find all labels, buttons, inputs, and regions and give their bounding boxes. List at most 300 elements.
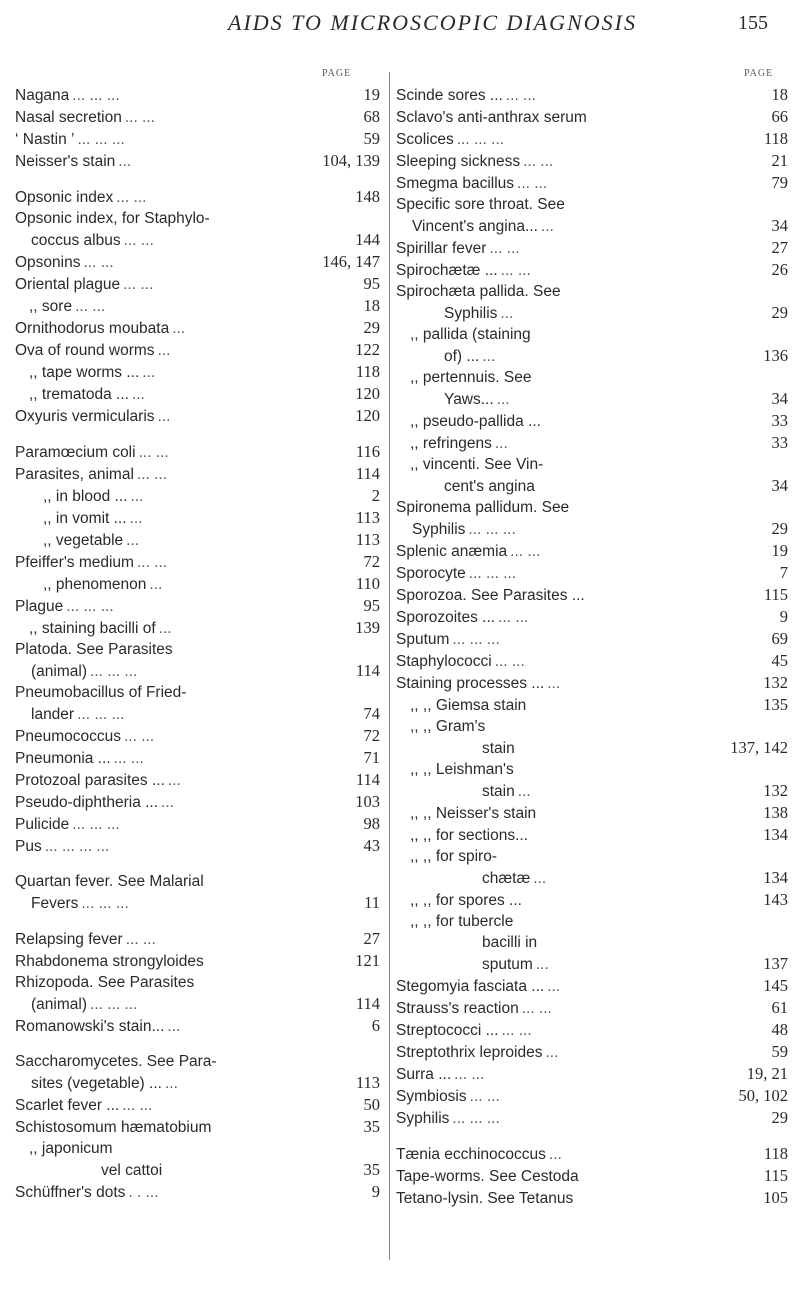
index-leader-dots: ... ... (501, 1022, 532, 1039)
index-entry (15, 1138, 380, 1159)
index-page-ref: 43 (363, 836, 380, 855)
index-entry (15, 186, 380, 208)
index-entry (396, 628, 788, 650)
index-leader-dots: ... (482, 348, 496, 365)
index-leader-dots: ... (161, 794, 174, 811)
index-leader-dots: ... ... (498, 609, 529, 626)
index-term: ,, ,, for tubercle (410, 913, 514, 930)
index-page-ref: 118 (355, 362, 380, 381)
index-page-ref: 19 (771, 541, 788, 560)
index-page-ref: 34 (771, 216, 788, 235)
index-leader-dots: ... ... ... (81, 895, 129, 912)
index-entry (15, 106, 380, 128)
index-entry (15, 1181, 380, 1203)
index-leader-dots: ... ... ... (456, 131, 505, 148)
index-entry (396, 716, 788, 737)
index-entry (396, 172, 788, 194)
index-entry (15, 725, 380, 747)
index-entry (396, 367, 788, 388)
index-leader-dots: ... (130, 488, 144, 505)
index-entry (396, 324, 788, 345)
index-term: ,, ,, Gram's (410, 718, 486, 735)
index-leader-dots: ... (517, 783, 531, 800)
index-entry (15, 208, 380, 229)
index-entry (15, 950, 380, 972)
index-term: Stegomyia fasciata ... (396, 978, 545, 995)
index-entry (396, 215, 788, 237)
index-term: Relapsing fever (15, 931, 123, 948)
right-page-column-label: PAGE (744, 68, 774, 79)
index-leader-dots: ... ... (500, 262, 531, 279)
index-page-ref: 103 (355, 792, 380, 811)
index-page-ref: 148 (355, 187, 380, 206)
index-term: ,, vegetable (43, 532, 124, 549)
index-entry (15, 573, 380, 595)
index-entry (396, 410, 788, 432)
index-entry (396, 1165, 788, 1187)
index-leader-dots: ... ... ... (72, 87, 120, 104)
index-entry (396, 345, 788, 367)
index-page-ref: 113 (355, 508, 380, 527)
index-term: ,, in vomit ... (43, 510, 127, 527)
index-entry (396, 911, 788, 932)
index-term: Strauss's reaction (396, 1000, 519, 1017)
index-entry (15, 1116, 380, 1138)
index-leader-dots: ... (540, 218, 554, 235)
index-page-ref: 79 (771, 173, 788, 192)
index-term: ,, pertennuis. See (410, 369, 532, 386)
index-term: chætæ (482, 870, 531, 887)
index-term: Schüffner's dots (15, 1184, 126, 1201)
index-page-ref: 9 (779, 607, 788, 626)
index-entry (396, 475, 788, 497)
index-page-ref: 71 (363, 748, 380, 767)
index-page-ref: 139 (355, 618, 380, 637)
index-term: coccus albus (31, 232, 121, 249)
index-leader-dots: ... ... ... (468, 521, 516, 538)
index-entry (15, 405, 380, 427)
index-leader-dots: ... ... ... ... (44, 838, 110, 855)
index-term: ,, sore (29, 298, 73, 315)
index-page-ref: 132 (763, 781, 788, 800)
index-entry (15, 972, 380, 993)
index-term: ,, tape worms ... (29, 364, 140, 381)
index-entry (396, 672, 788, 694)
index-entry (15, 747, 380, 769)
index-leader-dots: ... ... (136, 466, 168, 483)
index-page-ref: 29 (771, 1108, 788, 1127)
index-leader-dots: ... ... ... (468, 565, 517, 582)
index-entry (396, 497, 788, 518)
index-term: Staining processes ... (396, 675, 545, 692)
index-leader-dots: ... ... ... (89, 996, 138, 1013)
index-entry (396, 584, 788, 606)
index-term: ,, staining bacilli of (29, 620, 156, 637)
index-column-right (396, 84, 788, 1209)
index-entry (15, 463, 380, 485)
index-term: ,, ,, for spores ... (410, 892, 522, 909)
index-entry (15, 251, 380, 273)
index-term: Scarlet fever ... (15, 1097, 120, 1114)
index-entry (15, 595, 380, 617)
index-term: Staphylococci (396, 653, 492, 670)
index-entry (15, 892, 380, 914)
left-page-column-label: PAGE (322, 68, 352, 79)
index-term: Rhabdonema strongyloides (15, 953, 204, 970)
index-term: Schistosomum hæmatobium (15, 1119, 212, 1136)
index-term: Parasites, animal (15, 466, 134, 483)
index-page-ref: 144 (355, 230, 380, 249)
index-page-ref: 135 (763, 695, 788, 714)
index-page-ref: 115 (763, 1166, 788, 1185)
index-leader-dots: ... ... (123, 232, 154, 249)
index-term: ,, ,, for spiro- (410, 848, 497, 865)
index-page-ref: 29 (771, 519, 788, 538)
index-entry (15, 485, 380, 507)
index-term: Pneumonia ... (15, 750, 111, 767)
index-page-ref: 19 (363, 85, 380, 104)
index-page-ref: 114 (355, 464, 380, 483)
index-term: Smegma bacillus (396, 175, 515, 192)
index-entry (396, 302, 788, 324)
index-term: Rhizopoda. See Parasites (15, 974, 195, 991)
index-term: Paramœcium coli (15, 444, 136, 461)
index-entry (15, 295, 380, 317)
index-page-ref: 29 (771, 303, 788, 322)
index-leader-dots: ... (149, 576, 163, 593)
index-term: lander (31, 706, 75, 723)
index-term: sputum (482, 956, 533, 973)
index-page-ref: 33 (771, 411, 788, 430)
index-entry (15, 703, 380, 725)
index-term: Sporozoa. See Parasites ... (396, 587, 585, 604)
index-term: of) ... (444, 348, 480, 365)
index-entry (15, 813, 380, 835)
index-entry (396, 759, 788, 780)
index-entry (15, 1159, 380, 1181)
index-entry (396, 150, 788, 172)
index-leader-dots: ... (172, 320, 186, 337)
index-page-ref: 134 (763, 825, 788, 844)
index-entry (15, 617, 380, 639)
index-leader-dots: ... ... (83, 254, 114, 271)
index-term: (animal) (31, 996, 87, 1013)
index-entry (15, 928, 380, 950)
index-page-ref: 18 (363, 296, 380, 315)
index-term: Opsonic index, for Staphylo- (15, 210, 210, 227)
index-entry (15, 993, 380, 1015)
index-term: ,, ,, Neisser's stain (410, 805, 537, 822)
index-leader-dots: ... (126, 532, 140, 549)
index-page-ref: 27 (771, 238, 788, 257)
index-leader-dots: ... ... (113, 750, 144, 767)
index-term: cent's angina (444, 478, 535, 495)
index-leader-dots: ... ... (125, 931, 156, 948)
index-entry (396, 606, 788, 628)
index-leader-dots: ... ... ... (89, 663, 138, 680)
page-header (0, 10, 800, 40)
index-term: Spirillar fever (396, 240, 487, 257)
index-leader-dots: ... (167, 772, 181, 789)
index-page-ref: 33 (771, 433, 788, 452)
index-page-ref: 27 (363, 929, 380, 948)
index-leader-dots: ... (164, 1075, 178, 1092)
index-leader-dots: ... (129, 510, 143, 527)
index-entry (396, 737, 788, 759)
index-term: stain (482, 783, 515, 800)
index-page-ref: 118 (763, 1144, 788, 1163)
index-term: Sporocyte (396, 565, 466, 582)
index-entry (15, 1051, 380, 1072)
index-entry (396, 128, 788, 150)
index-term: Symbiosis (396, 1088, 467, 1105)
index-page-ref: 113 (355, 530, 380, 549)
index-page-ref: 35 (363, 1160, 380, 1179)
index-term: Pfeiffer's medium (15, 554, 134, 571)
index-page-ref: 7 (779, 563, 788, 582)
index-leader-dots: ... ... (124, 109, 155, 126)
index-leader-dots: ... ... (136, 554, 168, 571)
index-leader-dots: ... ... ... (452, 631, 500, 648)
index-entry (396, 432, 788, 454)
index-entry (15, 639, 380, 660)
index-page-ref: 114 (355, 770, 380, 789)
index-page-ref: 18 (771, 85, 788, 104)
index-entry (396, 1063, 788, 1085)
index-leader-dots: ... ... ... (72, 816, 120, 833)
index-term: ,, pseudo-pallida ... (410, 413, 541, 430)
index-leader-dots: ... ... (489, 240, 520, 257)
index-term: Plague (15, 598, 64, 615)
index-term: Spironema pallidum. See (396, 499, 570, 516)
index-leader-dots: ... ... (510, 543, 541, 560)
index-page-ref: 34 (771, 389, 788, 408)
index-page-ref: 29 (363, 318, 380, 337)
index-term: Spirochætæ ... (396, 262, 498, 279)
index-column-left (15, 84, 380, 1203)
index-entry (15, 383, 380, 405)
index-term: Oriental plague (15, 276, 121, 293)
index-entry (15, 128, 380, 150)
index-entry (396, 540, 788, 562)
index-page-ref: 59 (771, 1042, 788, 1061)
index-term: Sporozoites ... (396, 609, 496, 626)
index-entry (15, 529, 380, 551)
index-term: Opsonins (15, 254, 81, 271)
index-entry (396, 106, 788, 128)
index-entry (396, 932, 788, 953)
index-term: Sclavo's anti-anthrax serum (396, 109, 587, 126)
index-entry (396, 694, 788, 716)
index-entry (15, 273, 380, 295)
index-entry (15, 871, 380, 892)
index-term: ,, japonicum (29, 1140, 113, 1157)
index-page-ref: 121 (355, 951, 380, 970)
index-entry (396, 824, 788, 846)
index-entry (15, 1072, 380, 1094)
index-term: Nasal secretion (15, 109, 122, 126)
index-leader-dots: ... (500, 305, 514, 322)
column-divider (389, 72, 390, 1260)
index-entry (396, 1085, 788, 1107)
index-entry (15, 682, 380, 703)
index-entry (396, 650, 788, 672)
index-term: ,, ,, for sections... (410, 827, 529, 844)
index-entry (396, 518, 788, 540)
index-term: Spirochæta pallida. See (396, 283, 561, 300)
index-entry (396, 997, 788, 1019)
index-leader-dots: ... (118, 153, 132, 170)
index-leader-dots: ... (157, 408, 171, 425)
index-entry (396, 867, 788, 889)
index-page-ref: 134 (763, 868, 788, 887)
index-page-ref: 146, 147 (322, 252, 380, 271)
index-page-ref: 132 (763, 673, 788, 692)
index-page-ref: 72 (363, 726, 380, 745)
index-entry (396, 84, 788, 106)
index-page-ref: 114 (355, 661, 380, 680)
index-term: Specific sore throat. See (396, 196, 565, 213)
index-entry (15, 317, 380, 339)
index-page-ref: 105 (763, 1188, 788, 1207)
index-leader-dots: ... ... (469, 1088, 500, 1105)
index-page-ref: 6 (371, 1016, 380, 1035)
index-entry (396, 454, 788, 475)
index-leader-dots: ... ... ... (452, 1110, 500, 1127)
index-entry (15, 791, 380, 813)
index-term: Ornithodorus moubata (15, 320, 170, 337)
index-leader-dots: ... (547, 978, 561, 995)
index-page-ref: 145 (763, 976, 788, 995)
index-term: Streptococci ... (396, 1022, 499, 1039)
index-page-ref: 69 (771, 629, 788, 648)
index-page-ref: 95 (363, 596, 380, 615)
index-term: Pneumobacillus of Fried- (15, 684, 187, 701)
index-page-ref: 74 (363, 704, 380, 723)
index-entry (396, 802, 788, 824)
index-page-ref: 68 (363, 107, 380, 126)
index-page-ref: 114 (355, 994, 380, 1013)
index-leader-dots: ... (131, 386, 145, 403)
index-page-ref: 48 (771, 1020, 788, 1039)
index-page-ref: 59 (363, 129, 380, 148)
index-term: Syphilis (412, 521, 466, 538)
index-page-ref: 35 (363, 1117, 380, 1136)
index-term: Quartan fever. See Malarial (15, 873, 204, 890)
index-term: Ova of round worms (15, 342, 155, 359)
index-leader-dots: ... ... (123, 728, 155, 745)
index-entry (15, 339, 380, 361)
index-page-ref: 122 (355, 340, 380, 359)
index-leader-dots: ... ... (122, 1097, 153, 1114)
index-leader-dots: ... ... ... (77, 131, 125, 148)
index-entry (396, 194, 788, 215)
index-entry (15, 1094, 380, 1116)
index-term: vel cattoi (101, 1162, 163, 1179)
index-entry (15, 361, 380, 383)
index-term: ,, vincenti. See Vin- (410, 456, 544, 473)
index-page-ref: 98 (363, 814, 380, 833)
index-entry (15, 229, 380, 251)
index-term: Pseudo-diphtheria ... (15, 794, 159, 811)
index-entry (396, 953, 788, 975)
index-term: Syphilis (396, 1110, 450, 1127)
index-term: ,, refringens (410, 435, 492, 452)
index-entry (396, 259, 788, 281)
index-page-ref: 136 (763, 346, 788, 365)
index-term: ,, ,, Leishman's (410, 761, 514, 778)
index-term: Tænia ecchinococcus (396, 1146, 546, 1163)
index-page-ref: 110 (355, 574, 380, 593)
index-page-ref: 116 (355, 442, 380, 461)
index-term: Platoda. See Parasites (15, 641, 173, 658)
index-page-ref: 95 (363, 274, 380, 293)
index-entry (15, 769, 380, 791)
index-entry (396, 237, 788, 259)
index-page-ref: 115 (763, 585, 788, 604)
index-page-ref: 120 (355, 384, 380, 403)
index-entry (396, 281, 788, 302)
index-term: Nagana (15, 87, 70, 104)
index-page-ref: 21 (771, 151, 788, 170)
index-leader-dots: ... (494, 435, 508, 452)
index-leader-dots: ... ... (123, 276, 154, 293)
index-term: Saccharomycetes. See Para- (15, 1053, 217, 1070)
index-term: Oxyuris vermicularis (15, 408, 155, 425)
index-leader-dots: ... ... (505, 87, 536, 104)
index-entry (396, 975, 788, 997)
index-leader-dots: . . ... (128, 1184, 159, 1201)
index-term: bacilli in (482, 934, 538, 951)
index-page-ref: 104, 139 (322, 151, 380, 170)
index-term: Streptothrix leproides (396, 1044, 543, 1061)
index-page-ref: 113 (355, 1073, 380, 1092)
index-term: Splenic anæmia (396, 543, 508, 560)
index-term: Scolices (396, 131, 454, 148)
index-term: Tape-worms. See Cestoda (396, 1168, 579, 1185)
index-term: Romanowski's stain... (15, 1018, 165, 1035)
index-term: Pulicide (15, 816, 70, 833)
index-leader-dots: ... ... (138, 444, 169, 461)
index-term: Scinde sores ... (396, 87, 503, 104)
index-entry (15, 150, 380, 172)
index-leader-dots: ... (533, 870, 547, 887)
index-leader-dots: ... (547, 675, 561, 692)
index-term: Syphilis (444, 305, 498, 322)
index-entry (396, 889, 788, 911)
index-term: Fevers (31, 895, 79, 912)
index-term: Sputum (396, 631, 450, 648)
index-term: Sleeping sickness (396, 153, 521, 170)
index-entry (15, 551, 380, 573)
index-entry (396, 846, 788, 867)
index-entry (396, 1143, 788, 1165)
index-term: sites (vegetable) ... (31, 1075, 162, 1092)
index-page-ref: 26 (771, 260, 788, 279)
running-title: AIDS TO MICROSCOPIC DIAGNOSIS (228, 10, 637, 35)
index-page-ref: 34 (771, 476, 788, 495)
index-leader-dots: ... ... (517, 175, 548, 192)
index-term: ,, pallida (staining (410, 326, 531, 343)
index-page-ref: 19, 21 (746, 1064, 788, 1083)
index-term: ,, in blood ... (43, 488, 128, 505)
index-page-ref: 50 (363, 1095, 380, 1114)
index-leader-dots: ... (496, 391, 510, 408)
index-leader-dots: ... ... (523, 153, 554, 170)
index-entry (396, 1041, 788, 1063)
index-term: Yaws... (444, 391, 494, 408)
index-page-ref: 50, 102 (738, 1086, 788, 1105)
